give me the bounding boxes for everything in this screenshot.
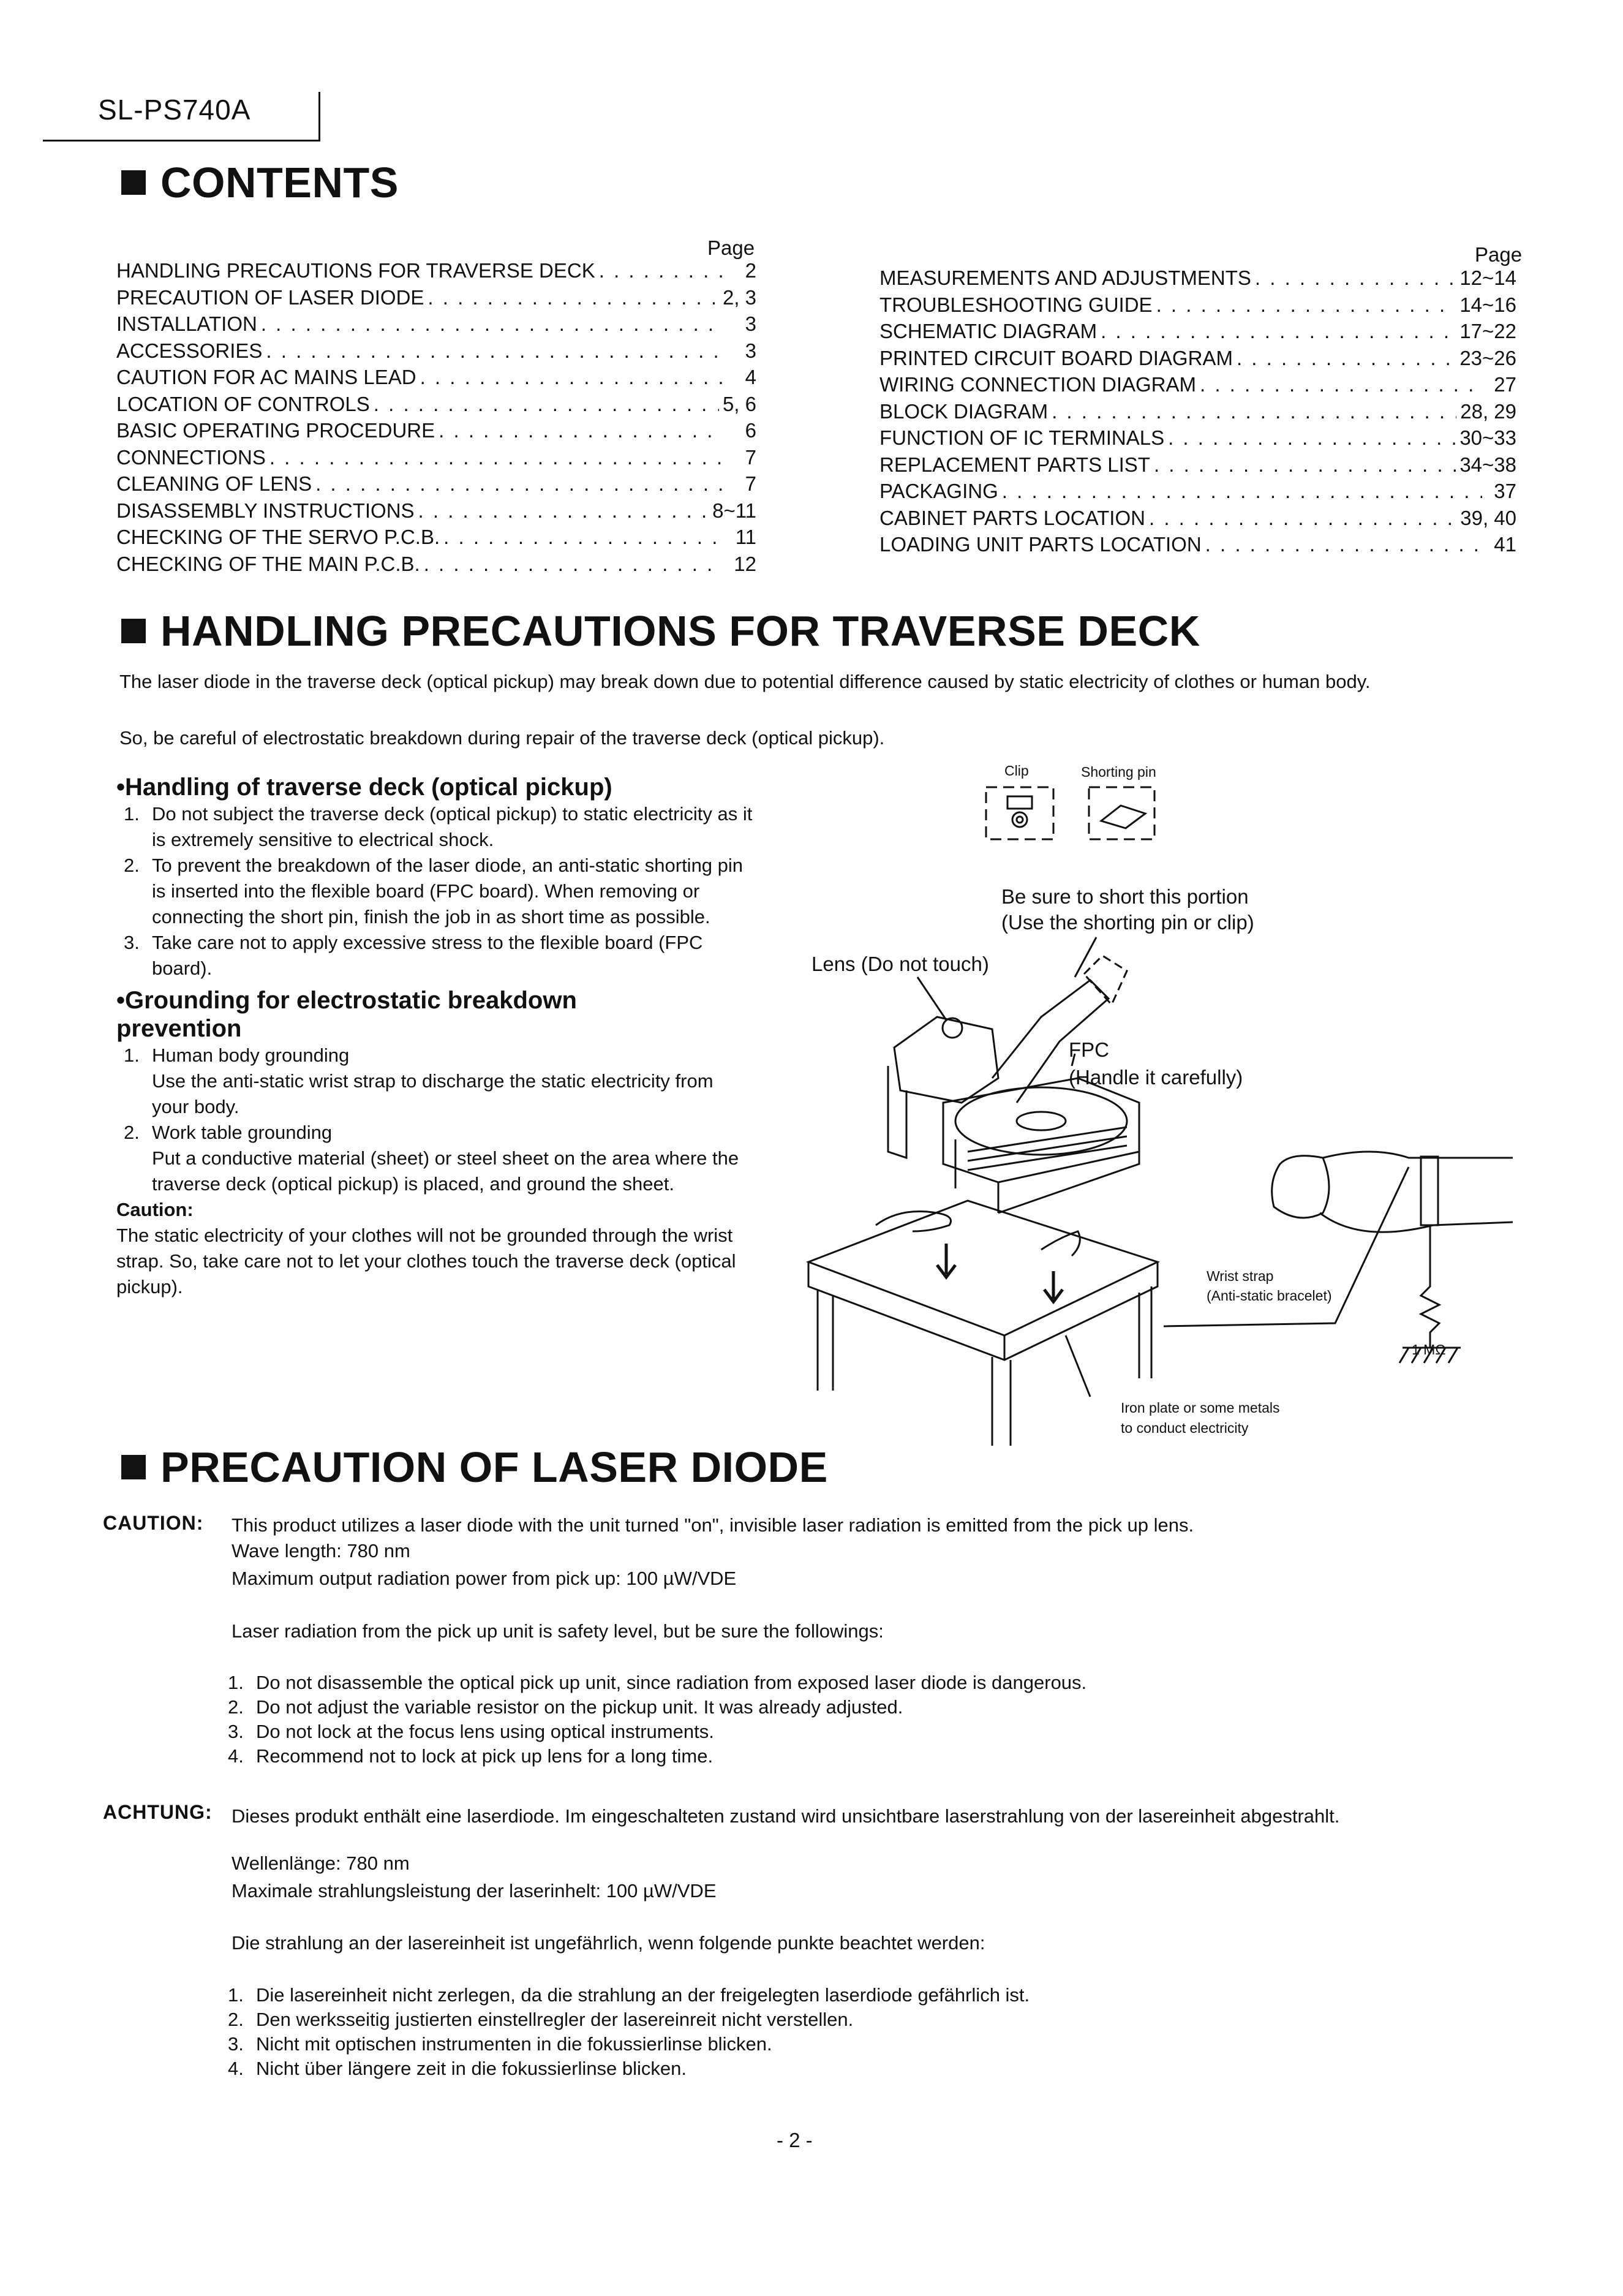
laser-wave-length: Wave length: 780 nm: [232, 1540, 410, 1562]
list-item-text: Work table grounding: [152, 1122, 333, 1143]
toc-leader-dots: [1168, 425, 1456, 451]
laser-caution-label: CAUTION:: [103, 1512, 204, 1534]
handling-intro-2: So, be careful of electrostatic breakdown during repair of the traverse deck (optical pickup).: [119, 727, 885, 749]
toc-entry-page: 12~14: [1459, 266, 1516, 289]
wrist-strap-drawing: [1164, 1152, 1513, 1363]
toc-entry: [879, 265, 1516, 292]
list-item: [116, 853, 753, 930]
traverse-deck-figure: [796, 760, 1531, 1452]
list-item-text: Do not lock at the focus lens using optical instruments.: [256, 1721, 714, 1742]
laser-max-power: Maximum output radiation power from pick up: 100 µW/VDE: [232, 1568, 737, 1589]
traverse-deck-drawing: [888, 956, 1139, 1213]
toc-entry: [116, 338, 756, 364]
wrist-strap-note: (Anti-static bracelet): [1207, 1288, 1332, 1304]
toc-entry: [116, 551, 756, 578]
lens-label: Lens (Do not touch): [812, 953, 989, 975]
list-item-text: Take care not to apply excessive stress to the flexible board (FPC board).: [152, 932, 703, 979]
toc-entry: [116, 497, 756, 524]
list-item: [116, 930, 753, 981]
toc-leader-dots: [424, 551, 722, 578]
toc-leader-dots: [1200, 371, 1482, 398]
list-item-text: Human body grounding: [152, 1044, 350, 1066]
toc-entry-page: 30~33: [1459, 426, 1516, 449]
toc-entry-title: PRINTED CIRCUIT BOARD DIAGRAM: [879, 346, 1233, 369]
list-item-number: 2.: [124, 855, 140, 876]
toc-entry-page: 7: [745, 472, 756, 495]
toc-entry-title: CAUTION FOR AC MAINS LEAD: [116, 366, 416, 388]
toc-leader-dots: [1154, 451, 1456, 478]
list-item-number: 1.: [124, 1044, 140, 1066]
toc-leader-dots: [1101, 318, 1456, 345]
list-item: [220, 1695, 1415, 1720]
toc-entry: [116, 470, 756, 497]
list-item: [220, 2032, 1415, 2056]
handling-title: HANDLING PRECAUTIONS FOR TRAVERSE DECK: [160, 607, 1200, 655]
toc-entry: [879, 425, 1516, 451]
toc-entry-page: 41: [1494, 533, 1516, 556]
toc-entry: [879, 505, 1516, 532]
de-wavelength: Wellenlänge: 780 nm: [232, 1852, 410, 1874]
toc-entry-title: SCHEMATIC DIAGRAM: [879, 320, 1098, 342]
de-max-power: Maximale strahlungsleistung der laserinhelt: 100 µW/VDE: [232, 1880, 717, 1901]
toc-leader-dots: [1002, 478, 1482, 505]
toc-entry-page: 3: [745, 339, 756, 362]
toc-entry-title: MEASUREMENTS AND ADJUSTMENTS: [879, 266, 1251, 289]
list-item-text: Nicht über längere zeit in die fokussierlinse blicken.: [256, 2058, 687, 2079]
toc-entry-page: 11: [735, 526, 756, 548]
iron-plate-note: to conduct electricity: [1121, 1420, 1249, 1436]
toc-entry-page: 2, 3: [722, 285, 756, 309]
toc-entry-title: LOADING UNIT PARTS LOCATION: [879, 533, 1202, 556]
clip-icon: [986, 787, 1053, 839]
list-item-detail: Put a conductive material (sheet) or steel sheet on the area where the traverse deck (optical pickup) is placed, and ground the sheet.: [152, 1147, 739, 1195]
list-item-text: Do not adjust the variable resistor on the pickup unit. It was already adjusted.: [256, 1696, 903, 1718]
toc-page-label-left: Page: [707, 236, 755, 259]
list-item-number: 3.: [228, 1721, 244, 1742]
laser-title: PRECAUTION OF LASER DIODE: [160, 1443, 828, 1491]
list-item-number: 1.: [228, 1984, 244, 2006]
square-bullet-icon: [121, 619, 146, 643]
list-item-number: 4.: [228, 1745, 244, 1767]
achtung-line: Dieses produkt enthält eine laserdiode. Im eingeschalteten zustand wird unsichtbare laserstrahlung von der lasereinheit abgestrahlt.: [232, 1805, 1340, 1827]
toc-leader-dots: [418, 497, 709, 524]
toc-entry-title: INSTALLATION: [116, 312, 257, 335]
toc-entry-title: WIRING CONNECTION DIAGRAM: [879, 373, 1196, 396]
toc-leader-dots: [420, 364, 722, 391]
list-item-text: Do not disassemble the optical pick up unit, since radiation from exposed laser diode is dangerous.: [256, 1672, 1087, 1693]
shorting-pin-icon: [1089, 787, 1154, 839]
contents-heading: [121, 158, 399, 207]
list-item: [220, 2007, 1415, 2032]
toc-entry-title: BASIC OPERATING PROCEDURE: [116, 419, 435, 442]
toc-leader-dots: [1255, 265, 1456, 292]
list-item-number: 4.: [228, 2058, 244, 2079]
iron-plate-label: Iron plate or some metals: [1121, 1400, 1280, 1416]
toc-entry: [879, 292, 1516, 319]
laser-heading: [121, 1443, 828, 1492]
caution-text: The static electricity of your clothes will not be grounded through the wrist strap. So, take care not to let your clothes touch the traverse deck (optical pickup).: [116, 1225, 736, 1297]
square-bullet-icon: [121, 170, 146, 195]
short-note-2: (Use the shorting pin or clip): [1001, 911, 1254, 934]
toc-right-column: [879, 265, 1516, 558]
toc-entry-title: CLEANING OF LENS: [116, 472, 312, 495]
wrist-strap-label: Wrist strap: [1207, 1268, 1274, 1284]
toc-entry: [116, 444, 756, 471]
toc-entry-page: 2: [745, 259, 756, 282]
toc-entry: [879, 371, 1516, 398]
grounding-list: [116, 1043, 753, 1197]
toc-leader-dots: [427, 284, 719, 311]
toc-entry: [116, 364, 756, 391]
subheading-handling-deck: •Handling of traverse deck (optical pickup): [116, 774, 612, 801]
toc-leader-dots: [266, 338, 722, 364]
laser-list: [220, 1671, 1415, 1769]
toc-entry-title: CABINET PARTS LOCATION: [879, 506, 1145, 529]
list-item-number: 1.: [228, 1672, 244, 1693]
toc-entry: [879, 478, 1516, 505]
toc-entry-title: CHECKING OF THE MAIN P.C.B.: [116, 552, 420, 575]
toc-leader-dots: [269, 444, 722, 471]
toc-entry-page: 12: [734, 552, 756, 575]
clip-label: Clip: [1004, 763, 1029, 779]
toc-entry-page: 39, 40: [1460, 506, 1516, 529]
toc-entry: [116, 284, 756, 311]
resistor-label: 1 MΩ: [1412, 1342, 1446, 1358]
list-item-text: Die lasereinheit nicht zerlegen, da die strahlung an der freigelegten laserdiode gefährlich ist.: [256, 1984, 1030, 2006]
toc-leader-dots: [261, 311, 722, 338]
list-item-text: Do not subject the traverse deck (optical pickup) to static electricity as it is extremely sensitive to electrical shock.: [152, 803, 753, 850]
toc-leader-dots: [315, 470, 722, 497]
list-item: [220, 1983, 1415, 2007]
toc-leader-dots: [599, 257, 722, 284]
toc-entry-title: PRECAUTION OF LASER DIODE: [116, 285, 424, 309]
list-item: [220, 2056, 1415, 2081]
handling-left-column: [116, 773, 753, 1300]
toc-leader-dots: [374, 391, 719, 418]
list-item-detail: Use the anti-static wrist strap to discharge the static electricity from your body.: [152, 1070, 714, 1117]
toc-left-column: [116, 257, 756, 577]
toc-leader-dots: [1205, 531, 1482, 558]
toc-entry-title: CHECKING OF THE SERVO P.C.B.: [116, 526, 440, 548]
toc-entry-title: HANDLING PRECAUTIONS FOR TRAVERSE DECK: [116, 259, 595, 282]
fpc-note: (Handle it carefully): [1069, 1066, 1243, 1089]
toc-entry-page: 27: [1494, 373, 1516, 396]
list-item: [116, 801, 753, 853]
toc-entry: [116, 417, 756, 444]
subheading-grounding: •Grounding for electrostatic breakdown prevention: [116, 987, 577, 1042]
toc-entry-page: 17~22: [1459, 320, 1516, 342]
laser-safety-line: Laser radiation from the pick up unit is safety level, but be sure the followings:: [232, 1620, 884, 1642]
list-item: [220, 1671, 1415, 1695]
handling-deck-list: [116, 801, 753, 981]
short-note-1: Be sure to short this portion: [1001, 885, 1249, 908]
work-table-drawing: [808, 1201, 1158, 1446]
toc-entry: [116, 311, 756, 338]
toc-entry: [116, 524, 756, 551]
list-item: [220, 1744, 1415, 1769]
handling-intro-1: The laser diode in the traverse deck (optical pickup) may break down due to potential difference caused by static electricity of clothes or human body.: [119, 671, 1371, 692]
toc-entry-title: CONNECTIONS: [116, 445, 266, 469]
list-item: [116, 1120, 753, 1197]
toc-entry-title: PACKAGING: [879, 480, 998, 502]
toc-entry-page: 5, 6: [722, 392, 756, 415]
toc-entry-title: BLOCK DIAGRAM: [879, 399, 1049, 423]
list-item-number: 2.: [228, 2009, 244, 2030]
shorting-pin-label: Shorting pin: [1081, 764, 1156, 780]
toc-page-label-right: Page: [1475, 243, 1523, 266]
toc-entry-page: 4: [745, 366, 756, 388]
list-item-text: Nicht mit optischen instrumenten in die fokussierlinse blicken.: [256, 2033, 772, 2055]
toc-entry: [879, 451, 1516, 478]
achtung-label: ACHTUNG:: [103, 1801, 213, 1823]
toc-entry: [879, 531, 1516, 558]
list-item-number: 3.: [124, 932, 140, 953]
list-item-number: 2.: [124, 1122, 140, 1143]
contents-title: CONTENTS: [160, 159, 399, 206]
list-item-text: To prevent the breakdown of the laser diode, an anti-static shorting pin is inserted into the flexible board (FPC board). When removing or connecting the short pin, finish the job in as short time as possible.: [152, 855, 744, 927]
list-item: [220, 1720, 1415, 1744]
toc-entry-page: 6: [745, 419, 756, 442]
fpc-label: FPC: [1069, 1038, 1109, 1061]
list-item-number: 2.: [228, 1696, 244, 1718]
toc-entry: [116, 257, 756, 284]
list-item-number: 1.: [124, 803, 140, 825]
toc-entry-title: LOCATION OF CONTROLS: [116, 392, 370, 415]
laser-caution-line: This product utilizes a laser diode with the unit turned "on", invisible laser radiation is emitted from the pick up lens.: [232, 1514, 1194, 1536]
list-item-text: Den werksseitig justierten einstellregler der lasereinreit nicht verstellen.: [256, 2009, 854, 2030]
toc-entry: [879, 318, 1516, 345]
list-item: [116, 1043, 753, 1120]
toc-leader-dots: [1149, 505, 1456, 532]
toc-entry: [116, 391, 756, 418]
toc-entry-title: FUNCTION OF IC TERMINALS: [879, 426, 1165, 449]
handling-heading: [121, 606, 1200, 655]
square-bullet-icon: [121, 1455, 146, 1479]
toc-entry-title: ACCESSORIES: [116, 339, 263, 362]
toc-leader-dots: [1237, 345, 1456, 372]
toc-entry-page: 7: [745, 445, 756, 469]
toc-entry-page: 3: [745, 312, 756, 335]
caution-label: Caution:: [116, 1199, 194, 1220]
toc-entry-page: 14~16: [1459, 293, 1516, 316]
toc-entry-page: 8~11: [712, 499, 756, 522]
toc-entry-title: REPLACEMENT PARTS LIST: [879, 453, 1150, 476]
toc-entry-page: 23~26: [1459, 346, 1516, 369]
toc-entry-page: 37: [1494, 480, 1516, 502]
toc-leader-dots: [1052, 398, 1456, 425]
toc-entry-title: DISASSEMBLY INSTRUCTIONS: [116, 499, 415, 522]
toc-entry-page: 28, 29: [1460, 399, 1516, 423]
list-item-number: 3.: [228, 2033, 244, 2055]
page-number: - 2 -: [777, 2129, 813, 2151]
de-list: [220, 1983, 1415, 2081]
toc-entry-page: 34~38: [1459, 453, 1516, 476]
model-number: SL-PS740A: [98, 94, 251, 126]
list-item-text: Recommend not to lock at pick up lens for a long time.: [256, 1745, 714, 1767]
toc-leader-dots: [439, 417, 722, 444]
toc-entry: [879, 398, 1516, 425]
de-strahlung-line: Die strahlung an der lasereinheit ist ungefährlich, wenn folgende punkte beachtet werden:: [232, 1932, 985, 1954]
toc-leader-dots: [443, 524, 722, 551]
toc-entry-title: TROUBLESHOOTING GUIDE: [879, 293, 1153, 316]
toc-entry: [879, 345, 1516, 372]
toc-leader-dots: [1156, 292, 1456, 319]
